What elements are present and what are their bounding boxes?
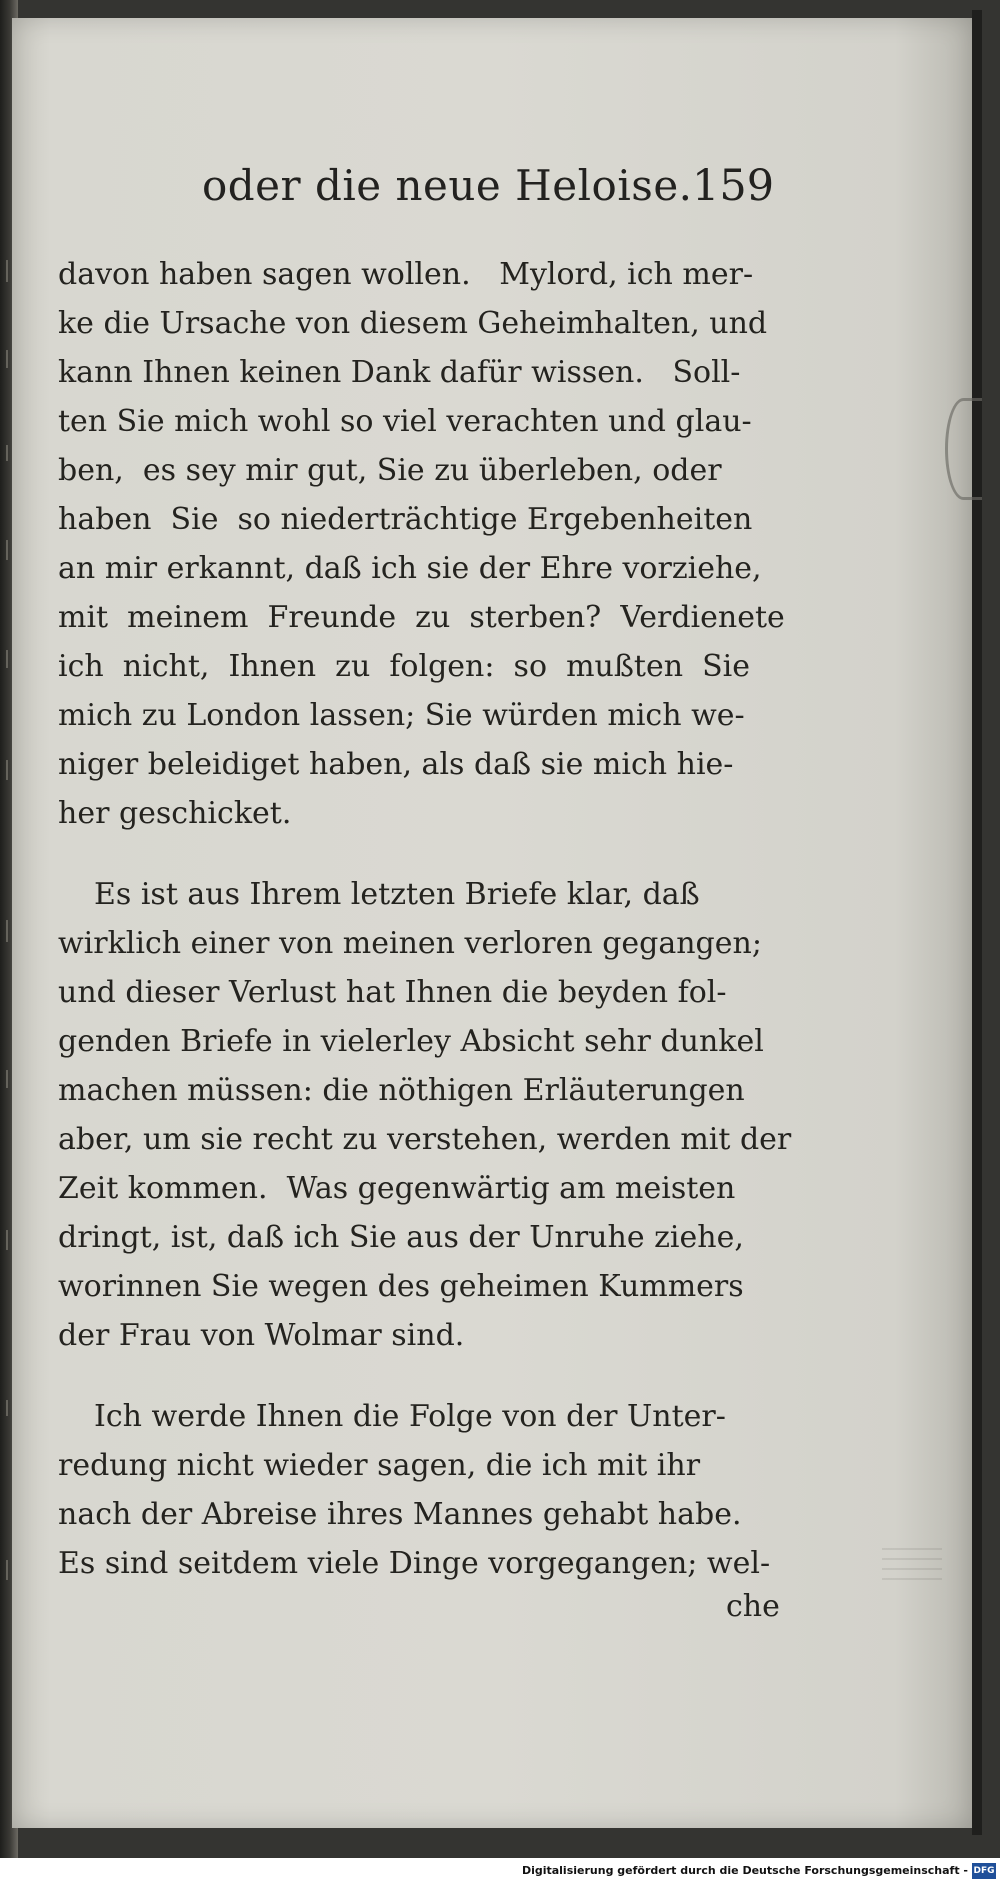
text-line: ten Sie mich wohl so viel verachten und glau- (58, 404, 752, 439)
text-line: Es sind seitdem viele Dinge vorgegangen; wel- (58, 1546, 771, 1581)
text-line: an mir erkannt, daß ich sie der Ehre vorziehe, (58, 551, 762, 586)
text-line: Es ist aus Ihrem letzten Briefe klar, daß (94, 877, 700, 912)
book-page (12, 18, 972, 1828)
ink-bleed-through (882, 1548, 942, 1588)
text-line: niger beleidiget haben, als daß sie mich hie- (58, 747, 734, 782)
paragraph-spacing (58, 838, 774, 870)
text-line: kann Ihnen keinen Dank dafür wissen. Soll- (58, 355, 741, 390)
gutter-mark (6, 350, 8, 368)
dfg-logo-icon: DFG (972, 1863, 996, 1879)
text-line: her geschicket. (58, 796, 292, 831)
text-line: mich zu London lassen; Sie würden mich we- (58, 698, 745, 733)
body-text (58, 250, 792, 1588)
text-line: worinnen Sie wegen des geheimen Kummers (58, 1269, 744, 1304)
gutter-mark (6, 1230, 8, 1250)
binding-thread-loop (945, 398, 982, 500)
text-line: nach der Abreise ihres Mannes gehabt habe. (58, 1497, 742, 1532)
text-line: und dieser Verlust hat Ihnen die beyden fol- (58, 975, 727, 1010)
text-line: haben Sie so niederträchtige Ergebenheiten (58, 502, 753, 537)
text-line: genden Briefe in vielerley Absicht sehr dunkel (58, 1024, 764, 1059)
text-line: ich nicht, Ihnen zu folgen: so mußten Sie (58, 649, 750, 684)
text-line: Zeit kommen. Was gegenwärtig am meisten (58, 1171, 736, 1206)
gutter-mark (6, 1070, 8, 1088)
digitization-footer (0, 1858, 1000, 1885)
text-line: mit meinem Freunde zu sterben? Verdienete (58, 600, 785, 635)
text-line: davon haben sagen wollen. Mylord, ich mer- (58, 257, 754, 292)
text-line: machen müssen: die nöthigen Erläuterungen (58, 1073, 745, 1108)
paragraph (58, 1392, 774, 1588)
funding-credit: Digitalisierung gefördert durch die Deutsche Forschungsgemeinschaft - (521, 1864, 968, 1877)
text-line: wirklich einer von meinen verloren gegangen; (58, 926, 762, 961)
gutter-mark (6, 760, 8, 780)
text-line: aber, um sie recht zu verstehen, werden mit der (58, 1122, 792, 1157)
page-header (12, 158, 972, 228)
gutter-mark (6, 1400, 8, 1416)
page-edge (972, 10, 982, 1835)
gutter-mark (6, 540, 8, 560)
paragraph (58, 870, 792, 1360)
text-line: redung nicht wieder sagen, die ich mit ihr (58, 1448, 701, 1483)
page-number: 159 (692, 161, 775, 211)
text-line: der Frau von Wolmar sind. (58, 1318, 465, 1353)
gutter-mark (6, 1560, 8, 1580)
running-title: oder die neue Heloise. (202, 161, 693, 210)
gutter-mark (6, 920, 8, 942)
text-line: Ich werde Ihnen die Folge von der Unter- (94, 1399, 726, 1434)
gutter-mark (6, 445, 8, 461)
text-line: ben, es sey mir gut, Sie zu überleben, oder (58, 453, 722, 488)
text-line: ke die Ursache von diesem Geheimhalten, und (58, 306, 768, 341)
paragraph (58, 250, 785, 838)
text-line: dringt, ist, daß ich Sie aus der Unruhe ziehe, (58, 1220, 744, 1255)
catchword: che (726, 1589, 780, 1624)
gutter-mark (6, 260, 8, 282)
paragraph-spacing (58, 1360, 774, 1392)
gutter-mark (6, 650, 8, 668)
